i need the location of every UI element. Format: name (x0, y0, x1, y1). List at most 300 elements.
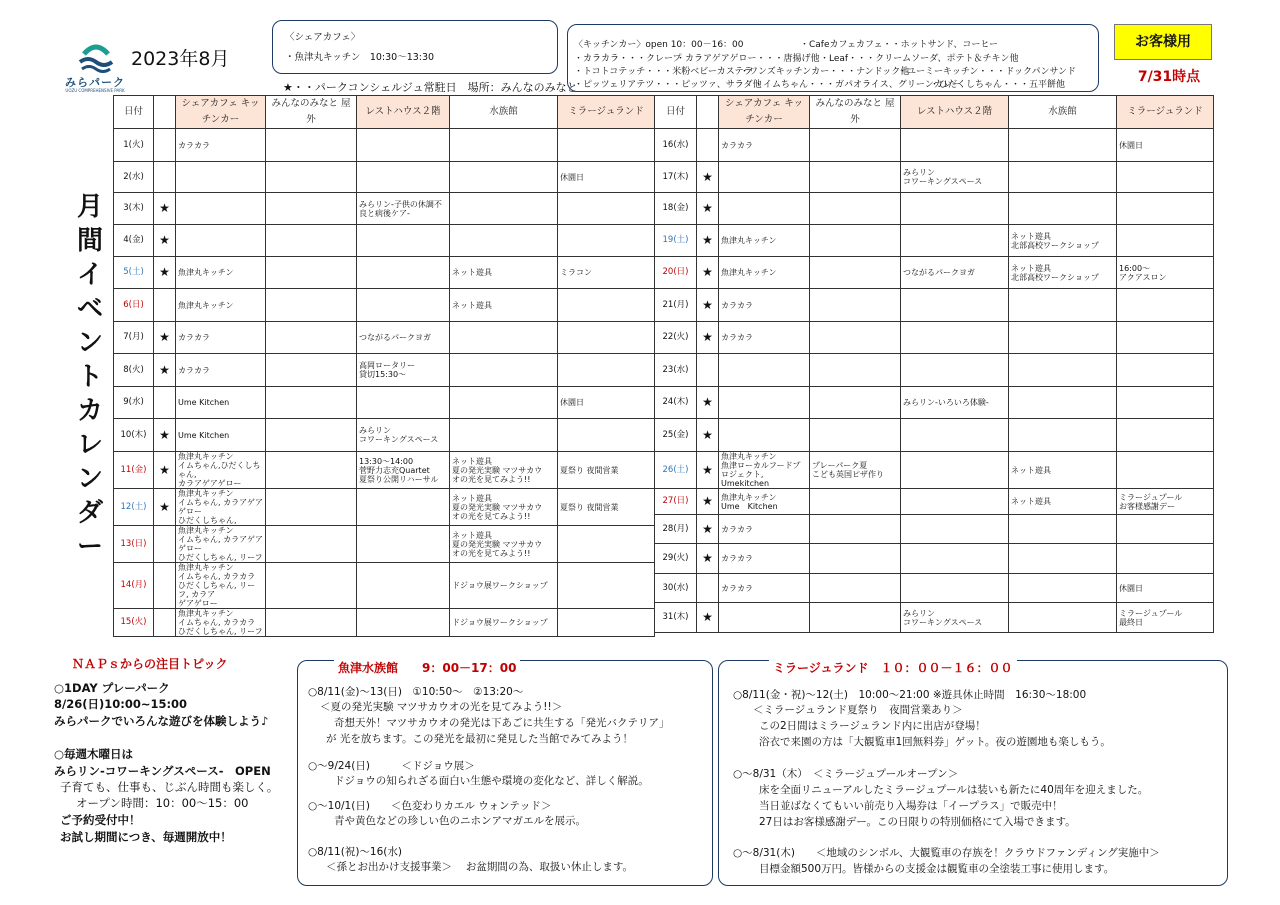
logo-subtext: UOZU COMPREHENSIVE PARK (65, 88, 125, 93)
concierge-star: ★ (697, 544, 719, 574)
concierge-star (154, 563, 176, 609)
kitchen-car-item: ・ワンズキッチンカー・・・ナンドック他 (740, 67, 910, 77)
cafe-cell: 魚津丸キッチン イムちゃん,ひだくしちゃん, カラアゲアゲロー (176, 452, 266, 489)
date-cell: 3(木) (114, 193, 154, 225)
calendar-row (655, 289, 1214, 322)
aquarium-cell: ドジョウ展ワークショップ (450, 609, 558, 637)
calendar-row (655, 257, 1214, 289)
date-cell: 8(火) (114, 354, 154, 387)
calendar-row (655, 354, 1214, 387)
minato-cell (810, 387, 901, 419)
mirage-cell: 休園日 (1117, 129, 1214, 162)
concierge-note: ★・・パークコンシェルジュ常駐日 場所：みんなのみなと (283, 81, 578, 94)
resthouse-cell (901, 489, 1009, 515)
aquarium-cell: ドジョウ展ワークショップ (450, 563, 558, 609)
aquarium-line: ドジョウの知られざる面白い生態や環境の変化など、詳しく解説。 (334, 775, 649, 787)
mirage-cell (558, 322, 655, 354)
minato-cell: プレーパーク夏 こども英国ピザ作り (810, 452, 901, 489)
cafe-cell (719, 419, 810, 452)
logo-text: みらパーク (65, 76, 125, 89)
aquarium-cell (1009, 603, 1117, 633)
aquarium-title: 魚津水族館 9：00－17：00 (334, 659, 520, 676)
concierge-star: ★ (697, 162, 719, 193)
header-minato: みんなのみなと 屋外 (810, 96, 901, 129)
mirage-cell (558, 526, 655, 563)
mirage-cell (1117, 419, 1214, 452)
header-cafe: シェアカフェ キッチンカー (176, 96, 266, 129)
resthouse-cell (901, 289, 1009, 322)
concierge-star: ★ (154, 193, 176, 225)
aquarium-cell (450, 354, 558, 387)
aquarium-cell (450, 193, 558, 225)
mirage-line: ＜ミラージュランド夏祭り 夜間営業あり＞ (753, 704, 963, 716)
naps-line: みらパークでいろんな遊びを体験しよう♪ (54, 714, 269, 728)
calendar-row (655, 322, 1214, 354)
date-cell: 27(日) (655, 489, 697, 515)
calendar-row (655, 387, 1214, 419)
cafe-cell (719, 193, 810, 225)
mirage-cell (558, 609, 655, 637)
concierge-star: ★ (697, 322, 719, 354)
aquarium-cell (1009, 162, 1117, 193)
calendar-row (655, 574, 1214, 603)
cafe-cell: Ume Kitchen (176, 387, 266, 419)
aquarium-line: 青や黄色などの珍しい色のニホンアマガエルを展示。 (334, 815, 586, 827)
date-cell: 20(日) (655, 257, 697, 289)
resthouse-cell: みらリン コワーキングスペース (901, 162, 1009, 193)
calendar-row (655, 193, 1214, 225)
minato-cell (810, 322, 901, 354)
cafe-cell (719, 603, 810, 633)
concierge-star (154, 609, 176, 637)
mirage-cell: 夏祭り 夜間営業 (558, 489, 655, 526)
calendar-row (655, 225, 1214, 257)
resthouse-cell (901, 193, 1009, 225)
concierge-star (154, 526, 176, 563)
minato-cell (810, 257, 901, 289)
mirage-line: 床を全面リニューアルしたミラージュプールは装いも新たに40周年を迎えました。 (759, 784, 1149, 796)
concierge-star: ★ (697, 489, 719, 515)
aquarium-cell (1009, 193, 1117, 225)
date-cell: 19(土) (655, 225, 697, 257)
aquarium-line: が 光を放ちます。この発光を最初に発見した当館でみてみよう！ (326, 733, 633, 745)
resthouse-cell: つながるパークヨガ (357, 322, 450, 354)
calendar-row (655, 603, 1214, 633)
aquarium-cell (1009, 354, 1117, 387)
calendar-row (655, 515, 1214, 544)
cafe-cell (719, 387, 810, 419)
minato-cell (266, 162, 357, 193)
minato-cell (266, 129, 357, 162)
date-cell: 21(月) (655, 289, 697, 322)
aquarium-cell (1009, 387, 1117, 419)
share-cafe-box (272, 20, 558, 74)
mirage-cell (1117, 452, 1214, 489)
mirage-cell (1117, 225, 1214, 257)
aquarium-box (297, 660, 713, 886)
concierge-star (154, 129, 176, 162)
aquarium-cell (1009, 322, 1117, 354)
mirage-cell: 休園日 (558, 162, 655, 193)
calendar-row (114, 354, 655, 387)
calendar-row (655, 489, 1214, 515)
cafe-cell (176, 162, 266, 193)
aquarium-line: ＜孫とお出かけ支援事業＞ お盆期間の為、取扱い休止します。 (326, 861, 633, 873)
header-resthouse: レストハウス２階 (357, 96, 450, 129)
date-cell: 6(日) (114, 289, 154, 322)
concierge-star: ★ (697, 193, 719, 225)
calendar-row (114, 322, 655, 354)
cafe-cell: 魚津丸キッチン イムちゃん, カラアゲアゲロー ひだくしちゃん, (176, 489, 266, 526)
mirage-cell (1117, 193, 1214, 225)
minato-cell (266, 563, 357, 609)
aquarium-line: ○～10/1(日) ＜色変わりカエル ウォンテッド＞ (308, 800, 552, 812)
cafe-cell: 魚津丸キッチン (719, 257, 810, 289)
minato-cell (266, 387, 357, 419)
date-cell: 12(土) (114, 489, 154, 526)
resthouse-cell (357, 225, 450, 257)
minato-cell (266, 322, 357, 354)
concierge-star (697, 354, 719, 387)
date-cell: 13(日) (114, 526, 154, 563)
concierge-star: ★ (697, 225, 719, 257)
minato-cell (266, 526, 357, 563)
aquarium-line: ○～9/24(日) ＜ドジョウ展＞ (308, 760, 475, 772)
mirage-box (718, 660, 1228, 886)
minato-cell (810, 515, 901, 544)
calendar-row (114, 452, 655, 489)
calendar-row (655, 452, 1214, 489)
concierge-star: ★ (154, 489, 176, 526)
aquarium-cell (450, 225, 558, 257)
cafe-cell: カラカラ (719, 515, 810, 544)
aquarium-cell (1009, 544, 1117, 574)
concierge-star: ★ (697, 387, 719, 419)
date-cell: 4(金) (114, 225, 154, 257)
calendar-row (655, 162, 1214, 193)
cafe-cell (176, 225, 266, 257)
calendar-row (114, 257, 655, 289)
resthouse-cell (357, 387, 450, 419)
minato-cell (266, 354, 357, 387)
concierge-star: ★ (154, 225, 176, 257)
minato-cell (266, 225, 357, 257)
minato-cell (266, 289, 357, 322)
cafe-cell: 魚津丸キッチン (176, 257, 266, 289)
resthouse-cell: みらリン コワーキングスペース (901, 603, 1009, 633)
calendar-row (114, 225, 655, 257)
aquarium-line: ○8/11(金)～13(日) ①10:50～ ②13:20～ (308, 686, 524, 698)
vertical-title: 月間イベントカレンダー (76, 192, 103, 562)
calendar-table-right (654, 95, 1214, 633)
resthouse-cell (901, 322, 1009, 354)
resthouse-cell (901, 452, 1009, 489)
minato-cell (810, 574, 901, 603)
calendar-row (114, 563, 655, 609)
date-cell: 23(水) (655, 354, 697, 387)
cafe-cell: 魚津丸キッチン Ume Kitchen (719, 489, 810, 515)
aquarium-cell (450, 129, 558, 162)
aquarium-cell (450, 162, 558, 193)
mirage-line: ○～8/31（木） ＜ミラージュプールオープン＞ (733, 768, 959, 780)
cafe-cell: カラカラ (719, 574, 810, 603)
mirage-cell (558, 289, 655, 322)
naps-line: 8/26(日)10:00~15:00 (54, 697, 188, 711)
minato-cell (810, 354, 901, 387)
naps-title: ＮＡＰｓからの注目トピック (72, 657, 228, 671)
resthouse-cell: みらリン コワーキングスペース (357, 419, 450, 452)
aquarium-cell: ネット遊具 (1009, 452, 1117, 489)
minato-cell (810, 419, 901, 452)
kitchen-car-item: ・カラカラ・・・クレープ (574, 54, 682, 64)
cafe-cell: 魚津丸キッチン イムちゃん, カラカラ ひだくしちゃん, リーフ, カラア ゲアゲロー (176, 563, 266, 609)
calendar-row (114, 609, 655, 637)
aquarium-cell: ネット遊具 夏の発光実験 マツサカウ オの光を見てみよう!! (450, 489, 558, 526)
header-mirage: ミラージュランド (558, 96, 655, 129)
cafe-cell (719, 354, 810, 387)
date-cell: 15(火) (114, 609, 154, 637)
mirage-cell (1117, 322, 1214, 354)
concierge-star: ★ (154, 452, 176, 489)
aquarium-cell: ネット遊具 (1009, 489, 1117, 515)
header-star (154, 96, 176, 129)
mirage-cell (558, 563, 655, 609)
cafe-cell: カラカラ (176, 129, 266, 162)
concierge-star (154, 387, 176, 419)
resthouse-cell (901, 225, 1009, 257)
mirage-cell (1117, 162, 1214, 193)
mirage-cell (1117, 289, 1214, 322)
header-date: 日付 (114, 96, 154, 129)
date-cell: 10(木) (114, 419, 154, 452)
mirage-line: 当日並ばなくてもいい前売り入場券は「イープラス」で販売中！ (759, 800, 1063, 812)
cafe-cell: カラカラ (176, 322, 266, 354)
calendar-row (655, 129, 1214, 162)
header-resthouse: レストハウス２階 (901, 96, 1009, 129)
naps-line: 子育ても、仕事も、じぶん時間も楽しく。 (60, 780, 279, 794)
aquarium-cell: ネット遊具 (450, 289, 558, 322)
aquarium-cell (1009, 129, 1117, 162)
resthouse-cell (357, 489, 450, 526)
mirage-line: ○～8/31(木) ＜地域のシンボル、大観覧車の存族を！クラウドファンディング実施中＞ (733, 847, 1160, 859)
date-cell: 17(木) (655, 162, 697, 193)
date-cell: 1(火) (114, 129, 154, 162)
concierge-star: ★ (697, 452, 719, 489)
minato-cell (810, 289, 901, 322)
concierge-star: ★ (697, 257, 719, 289)
aquarium-cell: ネット遊具 夏の発光実験 マツサカウ オの光を見てみよう!! (450, 526, 558, 563)
aquarium-cell (450, 387, 558, 419)
minato-cell (266, 193, 357, 225)
kitchen-car-box (567, 24, 1099, 92)
cafe-cell: カラカラ (719, 289, 810, 322)
header-cafe: シェアカフェ キッチンカー (719, 96, 810, 129)
header-aquarium: 水族館 (450, 96, 558, 129)
calendar-row (114, 193, 655, 225)
calendar-row (114, 526, 655, 563)
aquarium-cell (1009, 515, 1117, 544)
concierge-star: ★ (697, 289, 719, 322)
aquarium-cell: ネット遊具 夏の発光実験 マツサカウ オの光を見てみよう!! (450, 452, 558, 489)
resthouse-cell (357, 162, 450, 193)
aquarium-line: ○8/11(祝)～16(水) (308, 846, 402, 858)
mirage-cell: 夏祭り 夜間営業 (558, 452, 655, 489)
mirage-cell: ミラージュプール お客様感謝デー (1117, 489, 1214, 515)
mirage-cell: ミラージュプール 最終日 (1117, 603, 1214, 633)
kitchen-car-item: ・ピッツェリアテツ・・・ピッツァ、サラダ他 (574, 80, 762, 90)
cafe-cell: カラカラ (719, 322, 810, 354)
aquarium-cell: ネット遊具 北部高校ワークショップ (1009, 257, 1117, 289)
cafe-cell: カラカラ (176, 354, 266, 387)
date-cell: 29(火) (655, 544, 697, 574)
mirage-line: ○8/11(金・祝)～12(土) 10:00～21:00 ※遊具休止時間 16:30～18:00 (733, 689, 1087, 701)
cafe-cell: 魚津丸キッチン イムちゃん, カラアゲアゲロー ひだくしちゃん, リーフ (176, 526, 266, 563)
cafe-cell: カラカラ (719, 544, 810, 574)
concierge-star: ★ (697, 419, 719, 452)
date-cell: 11(金) (114, 452, 154, 489)
minato-cell (810, 193, 901, 225)
minato-cell (266, 452, 357, 489)
date-cell: 18(金) (655, 193, 697, 225)
mirage-cell (1117, 387, 1214, 419)
kitchen-car-item: ・イムちゃん・・・ガパオライス、グリーンカレー (754, 80, 961, 90)
kitchen-car-item: ・トコトコテッチ・・・米粉ベビーカステラ (574, 67, 753, 77)
concierge-star: ★ (697, 603, 719, 633)
minato-cell (266, 489, 357, 526)
mirage-cell (1117, 515, 1214, 544)
date-cell: 28(月) (655, 515, 697, 544)
mirage-title: ミラージュランド １０：００－１６：００ (769, 659, 1017, 676)
cafe-cell: カラカラ (719, 129, 810, 162)
calendar-row (114, 387, 655, 419)
date-cell: 24(木) (655, 387, 697, 419)
mirage-cell (1117, 544, 1214, 574)
naps-line: お試し期間につき、毎週開放中！ (60, 830, 232, 844)
customer-badge: お客様用 (1114, 24, 1212, 60)
cafe-cell (176, 193, 266, 225)
kitchen-car-item: ・ユーミーキッチン・・・ドックパンサンド (898, 67, 1077, 77)
resthouse-cell (357, 563, 450, 609)
cafe-cell: 魚津丸キッチン (719, 225, 810, 257)
month-title: 2023年8月 (131, 48, 230, 70)
mirage-cell: 休園日 (1117, 574, 1214, 603)
date-cell: 2(水) (114, 162, 154, 193)
aquarium-cell (450, 419, 558, 452)
resthouse-cell: みらリン-子供の休調不 良と病後ケア- (357, 193, 450, 225)
date-cell: 7(月) (114, 322, 154, 354)
concierge-star: ★ (154, 257, 176, 289)
naps-line: ○1DAY プレーパーク (54, 681, 170, 695)
aquarium-cell: ネット遊具 北部高校ワークショップ (1009, 225, 1117, 257)
naps-line: みらリン-コワーキングスペース- OPEN (54, 764, 271, 778)
naps-line: オープン時間：10：00～15：00 (76, 796, 249, 810)
resthouse-cell (901, 129, 1009, 162)
share-cafe-line: ・魚津丸キッチン 10:30～13:30 (285, 52, 435, 63)
resthouse-cell (357, 257, 450, 289)
date-cell: 30(水) (655, 574, 697, 603)
kitchen-car-item: ・Leaf・・・クリームソーダ、ポテト＆チキン他 (820, 54, 1019, 64)
mirage-cell (558, 419, 655, 452)
kitchen-car-item: ・Cafeカフェカフェ・・ホットサンド、コーヒー (800, 40, 998, 50)
aquarium-line: ＜夏の発光実験 マツサカウオの光を見てみよう!!＞ (320, 701, 563, 713)
minato-cell (810, 225, 901, 257)
kitchen-car-item: ・カラアゲアゲロー・・・唐揚げ他 (676, 54, 820, 64)
concierge-star (154, 162, 176, 193)
naps-line: ご予約受付中！ (60, 813, 141, 827)
concierge-star: ★ (154, 354, 176, 387)
mirage-cell (558, 129, 655, 162)
cafe-cell: 魚津丸キッチン イムちゃん, カラカラ ひだくしちゃん, リーフ (176, 609, 266, 637)
header-star (697, 96, 719, 129)
resthouse-cell (901, 419, 1009, 452)
resthouse-cell (357, 609, 450, 637)
calendar-row (114, 129, 655, 162)
calendar-row (655, 544, 1214, 574)
cafe-cell: 魚津丸キッチン 魚津ローカルフードプ ロジェクト, Umekitchen (719, 452, 810, 489)
date-cell: 25(金) (655, 419, 697, 452)
concierge-star: ★ (154, 419, 176, 452)
date-cell: 31(木) (655, 603, 697, 633)
cafe-cell: 魚津丸キッチン (176, 289, 266, 322)
concierge-star: ★ (154, 322, 176, 354)
date-cell: 5(土) (114, 257, 154, 289)
mirage-line: 浴衣で来園の方は「大観覧車1回無料券」ゲット。夜の遊園地も楽しもう。 (759, 736, 1111, 748)
calendar-row (114, 419, 655, 452)
resthouse-cell: 13:30～14:00 菅野力志充Quartet 夏祭り公開リハーサル (357, 452, 450, 489)
resthouse-cell (901, 544, 1009, 574)
mirage-cell (558, 193, 655, 225)
concierge-star (697, 129, 719, 162)
date-cell: 14(月) (114, 563, 154, 609)
date-cell: 26(土) (655, 452, 697, 489)
minato-cell (810, 603, 901, 633)
naps-line: ○毎週木曜日は (54, 747, 134, 761)
kitchen-car-item: ・ひだくしちゃん・・・五平餅他 (930, 80, 1066, 90)
minato-cell (810, 129, 901, 162)
aquarium-line: 奇想天外！マツサカウオの発光は下あごに共生する「発光バクテリア」 (334, 717, 670, 729)
kitchen-car-header: 〈キッチンカー〉open 10：00－16：00 (574, 40, 744, 50)
resthouse-cell (901, 574, 1009, 603)
calendar-row (114, 489, 655, 526)
cafe-cell (719, 162, 810, 193)
mirage-cell: 16:00～ アクアスロン (1117, 257, 1214, 289)
concierge-star (697, 574, 719, 603)
minato-cell (810, 544, 901, 574)
resthouse-cell (357, 289, 450, 322)
header-date: 日付 (655, 96, 697, 129)
aquarium-cell (1009, 574, 1117, 603)
aquarium-cell (1009, 419, 1117, 452)
resthouse-cell: つながるパークヨガ (901, 257, 1009, 289)
resthouse-cell (901, 515, 1009, 544)
minato-cell (266, 609, 357, 637)
aquarium-cell (450, 322, 558, 354)
header-aquarium: 水族館 (1009, 96, 1117, 129)
resthouse-cell (901, 354, 1009, 387)
share-cafe-title: 〈シェアカフェ〉 (285, 32, 361, 43)
mirage-cell (1117, 354, 1214, 387)
mirage-line: この2日間はミラージュランド内に出店が登場！ (759, 720, 986, 732)
calendar-table-left (113, 95, 655, 637)
calendar-row (114, 162, 655, 193)
mirage-cell (558, 354, 655, 387)
aquarium-cell (1009, 289, 1117, 322)
date-cell: 16(水) (655, 129, 697, 162)
resthouse-cell: みらリン-いろいろ体験- (901, 387, 1009, 419)
mirage-cell: 休園日 (558, 387, 655, 419)
cafe-cell: Ume Kitchen (176, 419, 266, 452)
concierge-star (154, 289, 176, 322)
